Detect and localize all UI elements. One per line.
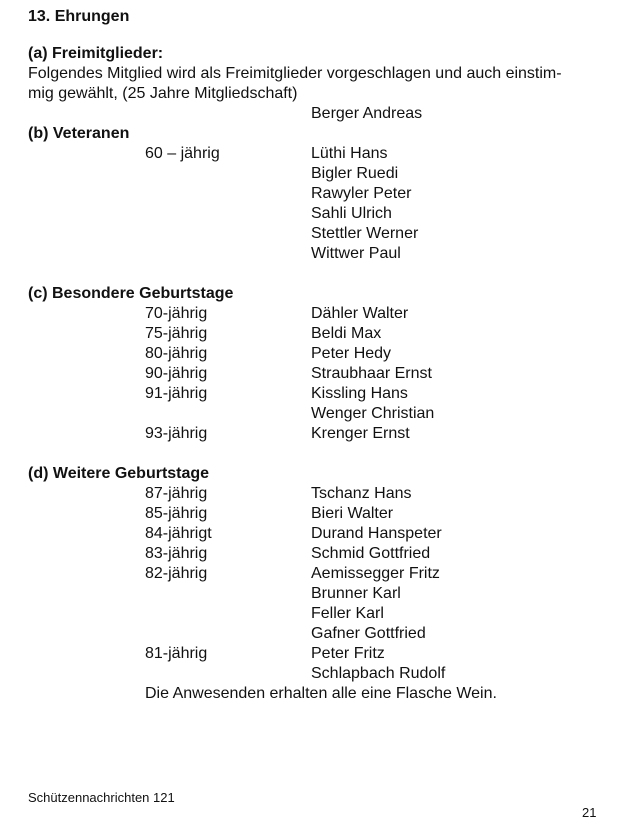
list-item <box>28 564 600 584</box>
member-name: Bigler Ruedi <box>311 165 399 182</box>
list-item <box>28 524 600 544</box>
age-label: 85-jährig <box>145 505 208 522</box>
page-number: 21 <box>582 805 597 820</box>
age-label: 91-jährig <box>145 385 208 402</box>
publication-name: Schützennachrichten 121 <box>28 790 175 805</box>
age-label: 84-jährigt <box>145 525 212 542</box>
list-item <box>28 604 600 624</box>
member-name: Krenger Ernst <box>311 425 410 442</box>
list-item <box>28 224 600 244</box>
besondere-list <box>28 304 600 444</box>
list-item <box>28 304 600 324</box>
member-name: Beldi Max <box>311 325 382 342</box>
list-item <box>28 384 600 404</box>
list-item <box>28 164 600 184</box>
list-item <box>28 244 600 264</box>
veteranen-heading: (b) Veteranen <box>28 125 130 142</box>
member-name: Stettler Werner <box>311 225 419 242</box>
weitere-heading: (d) Weitere Geburtstage <box>28 465 210 482</box>
age-label: 90-jährig <box>145 365 208 382</box>
member-name: Lüthi Hans <box>311 145 388 162</box>
member-name: Peter Hedy <box>311 345 392 362</box>
freimitglieder-heading: (a) Freimitglieder: <box>28 45 164 62</box>
age-label: 83-jährig <box>145 545 208 562</box>
age-label: 80-jährig <box>145 345 208 362</box>
list-item <box>28 424 600 444</box>
age-label: 81-jährig <box>145 645 208 662</box>
list-item <box>28 204 600 224</box>
member-name: Wittwer Paul <box>311 245 401 262</box>
member-name: Kissling Hans <box>311 385 408 402</box>
list-item <box>28 184 600 204</box>
list-item <box>28 504 600 524</box>
age-label: 93-jährig <box>145 425 208 442</box>
member-name: Gafner Gottfried <box>311 625 426 642</box>
member-name: Dähler Walter <box>311 305 409 322</box>
list-item <box>28 624 600 644</box>
member-name: Wenger Christian <box>311 405 435 422</box>
list-item <box>28 664 600 684</box>
member-name: Aemissegger Fritz <box>311 565 440 582</box>
spacer <box>28 264 600 284</box>
freimitglieder-member-name: Berger Andreas <box>311 105 423 122</box>
freimitglieder-text-line2: mig gewählt, (25 Jahre Mitgliedschaft) <box>28 85 298 102</box>
list-item <box>28 484 600 504</box>
member-name: Sahli Ulrich <box>311 205 392 222</box>
member-name: Tschanz Hans <box>311 485 412 502</box>
member-name: Bieri Walter <box>311 505 394 522</box>
closing-note: Die Anwesenden erhalten alle eine Flasche Wein. <box>145 685 497 702</box>
age-label: 82-jährig <box>145 565 208 582</box>
spacer <box>28 444 600 464</box>
member-name: Schlapbach Rudolf <box>311 665 446 682</box>
list-item <box>28 144 600 164</box>
list-item <box>28 544 600 564</box>
section-title: 13. Ehrungen <box>28 8 130 25</box>
age-label: 75-jährig <box>145 325 208 342</box>
freimitglieder-member-row <box>28 104 600 124</box>
freimitglieder-text-line1: Folgendes Mitglied wird als Freimitglieder vorgeschlagen und auch einstim- <box>28 65 562 82</box>
besondere-heading: (c) Besondere Geburtstage <box>28 285 234 302</box>
member-name: Durand Hanspeter <box>311 525 442 542</box>
member-name: Feller Karl <box>311 605 384 622</box>
list-item <box>28 404 600 424</box>
age-label: 60 – jährig <box>145 145 220 162</box>
member-name: Peter Fritz <box>311 645 385 662</box>
section-body <box>28 44 600 704</box>
veteranen-list <box>28 144 600 264</box>
list-item <box>28 344 600 364</box>
list-item <box>28 584 600 604</box>
list-item <box>28 324 600 344</box>
member-name: Brunner Karl <box>311 585 401 602</box>
age-label: 70-jährig <box>145 305 208 322</box>
weitere-list <box>28 484 600 684</box>
member-name: Rawyler Peter <box>311 185 412 202</box>
list-item <box>28 364 600 384</box>
age-label: 87-jährig <box>145 485 208 502</box>
member-name: Schmid Gottfried <box>311 545 431 562</box>
member-name: Straubhaar Ernst <box>311 365 432 382</box>
list-item <box>28 644 600 664</box>
